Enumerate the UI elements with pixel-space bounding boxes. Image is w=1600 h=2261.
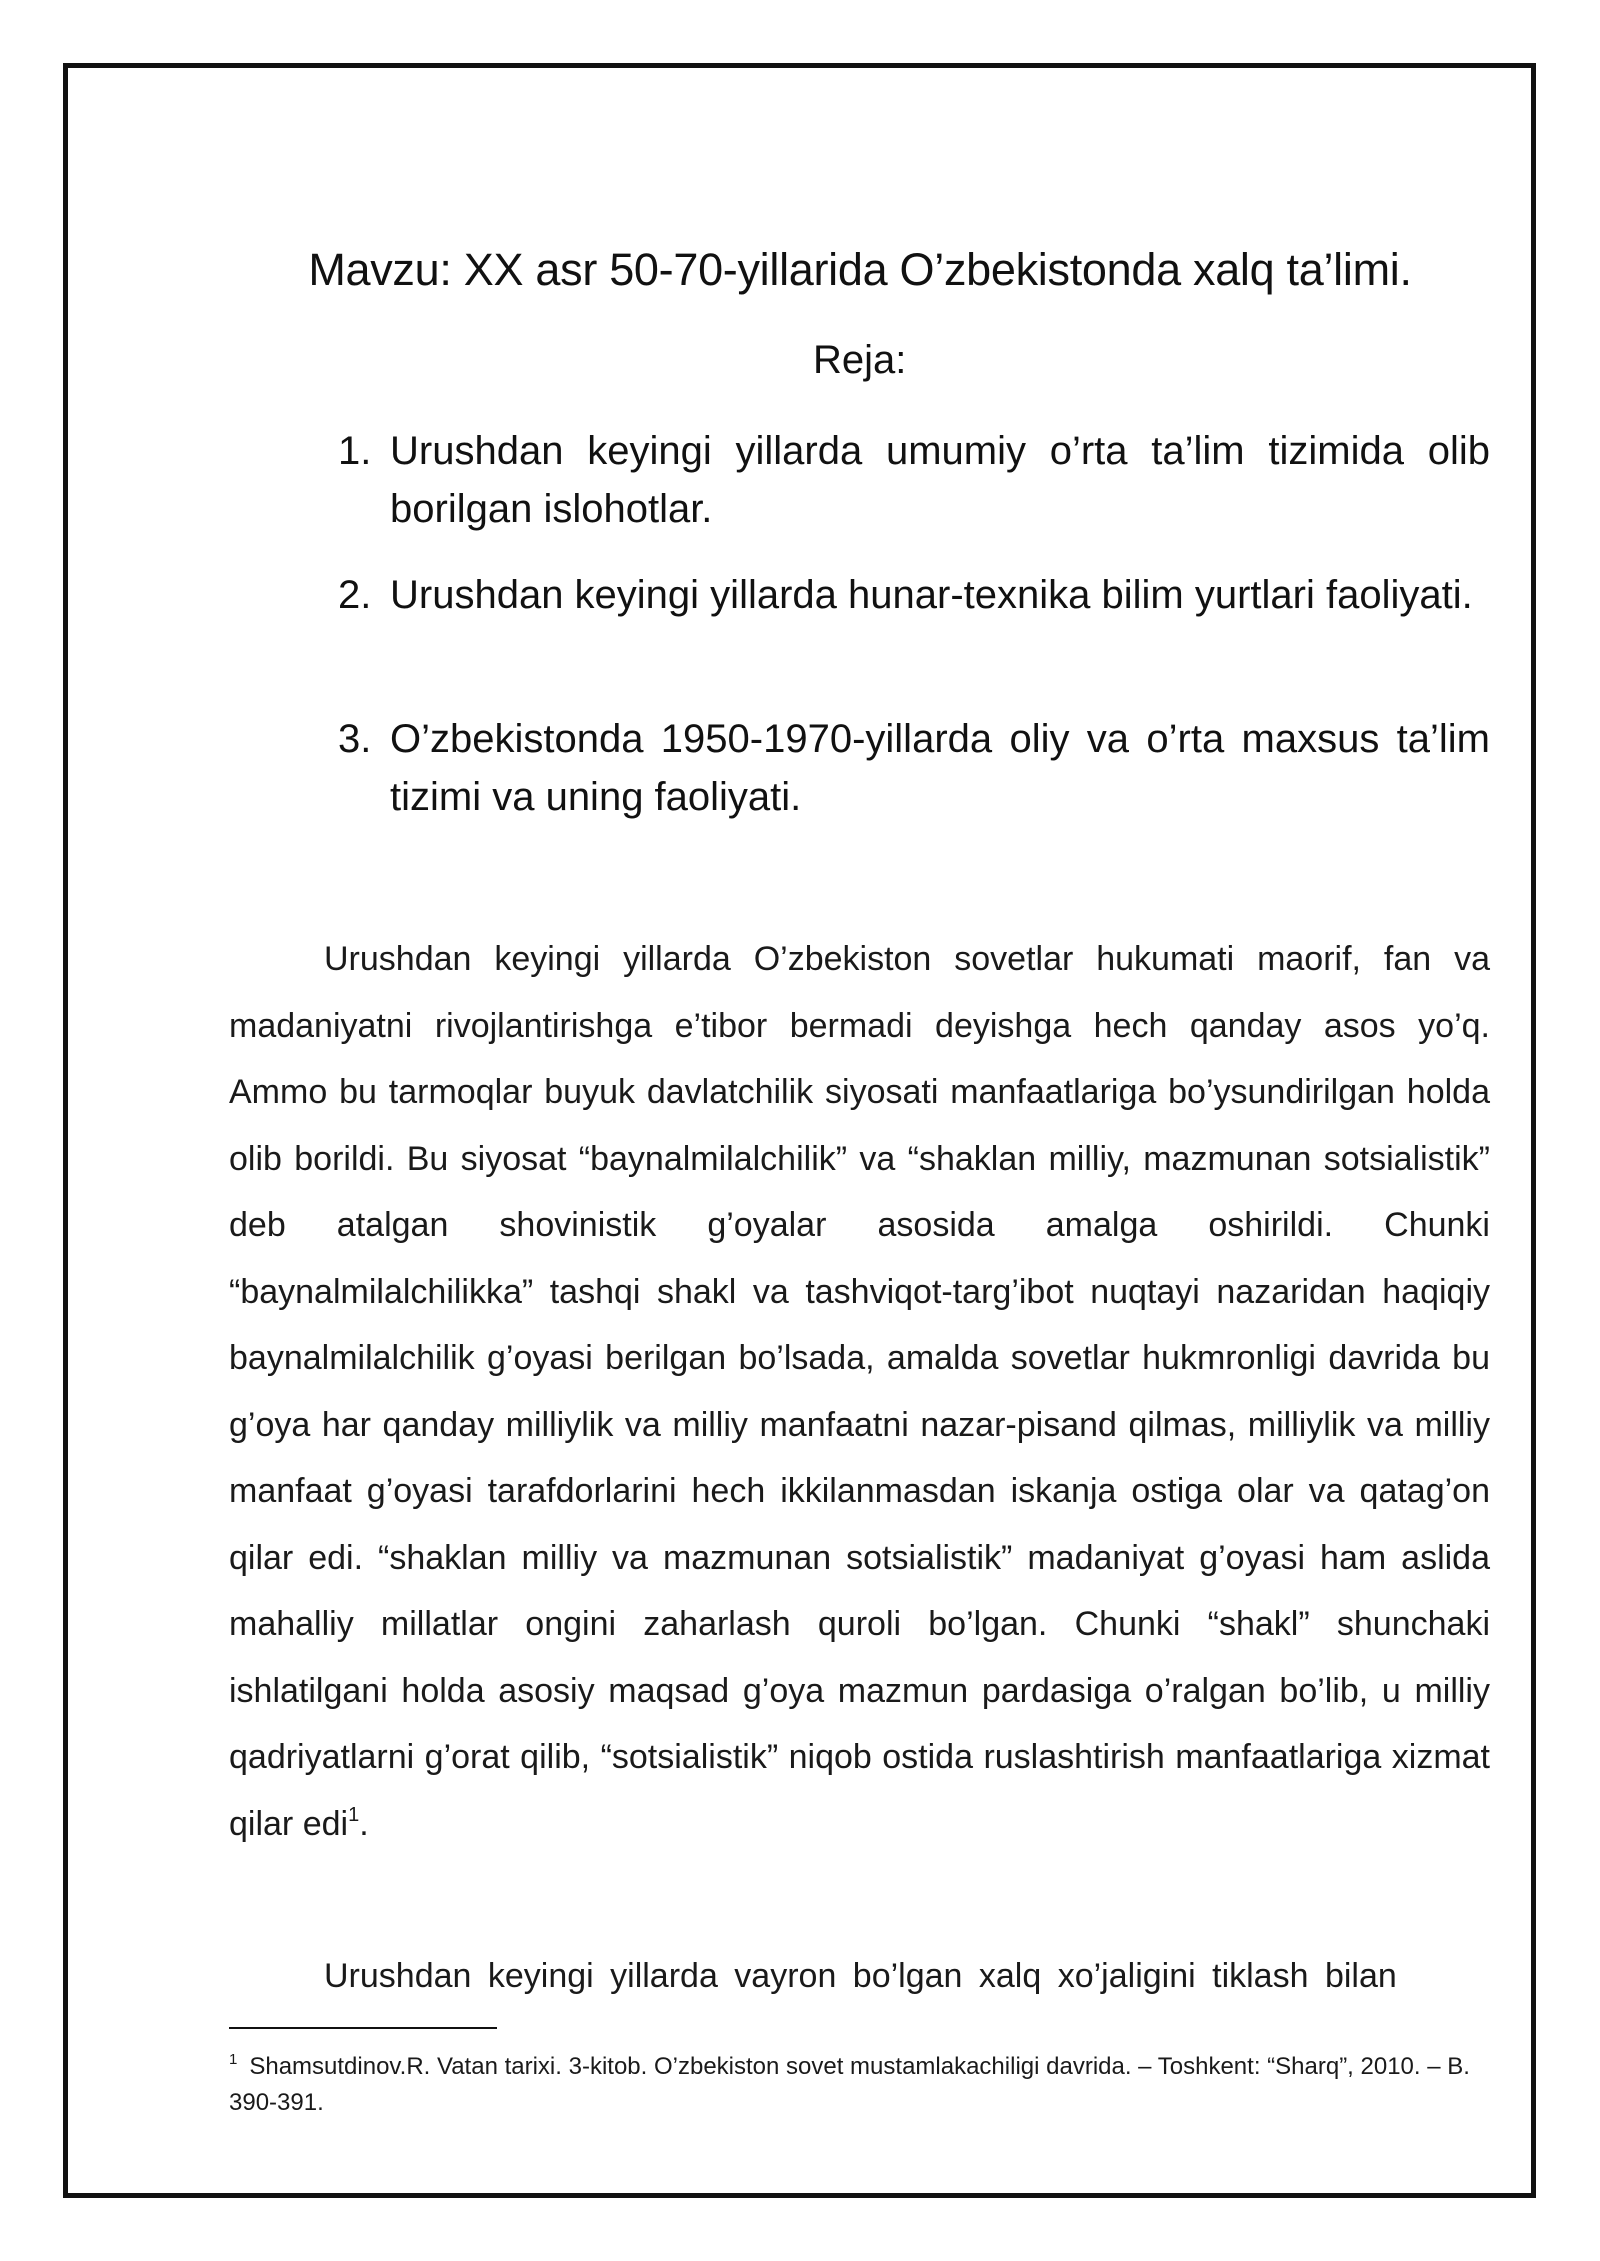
- plan-item-number: 3.: [338, 717, 372, 761]
- plan-item: [338, 710, 1490, 826]
- plan-heading: Reja:: [813, 338, 907, 382]
- paragraph-end: .: [359, 1804, 369, 1843]
- plan-item-number: 2.: [338, 573, 372, 617]
- plan-item-text: Urushdan keyingi yillarda umumiy o’rta ta’lim tizimida olib borilgan islohotlar.: [390, 429, 1490, 531]
- footnote-divider: [229, 2027, 497, 2029]
- paragraph-text: Urushdan keyingi yillarda O’zbekiston sovetlar hukumati maorif, fan va madaniyatni rivojlantirishga e’tibor bermadi deyishga hech qanday asos yo’q. Ammo bu tarmoqlar buyuk davlatchilik siyosati manfaatlariga bo’ysundirilgan holda olib borildi. Bu siyosat “baynalmilalchilik” va “shaklan milliy, mazmunan sotsialistik” deb atalgan shovinistik g’oyalar asosida amalga oshirildi. Chunki “baynalmilalchilikka” tashqi shakl va tashviqot-targ’ibot nuqtayi nazaridan haqiqiy baynalmilalchilik g’oyasi berilgan bo’lsada, amalda sovetlar hukmronligi davrida bu g’oya har qanday milliylik va milliy manfaatni nazar-pisand qilmas, milliylik va milliy manfaat g’oyasi tarafdorlarini hech ikkilanmasdan iskanja ostiga olar va qatag’on qilar edi. “shaklan milliy va mazmunan sotsialistik” madaniyat g’oyasi ham aslida mahalliy millatlar ongini zaharlash quroli bo’lgan. Chunki “shakl” shunchaki ishlatilgani holda asosiy maqsad g’oya mazmun pardasiga o’ralgan bo’lib, u milliy qadriyatlarni g’orat qilib, “sotsialistik” niqob ostida ruslashtirish manfaatlariga xizmat qilar edi: [229, 940, 1490, 1843]
- footnote-reference: 1: [348, 1803, 360, 1826]
- footnote-number: 1: [229, 2051, 238, 2068]
- footnote-text: Shamsutdinov.R. Vatan tarixi. 3-kitob. O’zbekiston sovet mustamlakachiligi davrida. – Toshkent: “Sharq”, 2010. – B. 390-391.: [229, 2053, 1470, 2116]
- footnote: [229, 2049, 1490, 2121]
- plan-item: [338, 566, 1490, 624]
- document-title: Mavzu: XX asr 50-70-yillarida O’zbekistonda xalq ta’limi.: [308, 244, 1412, 295]
- plan-item-number: 1.: [338, 429, 372, 473]
- body-paragraph: [229, 926, 1490, 1857]
- plan-item: [338, 422, 1490, 538]
- plan-item-text: Urushdan keyingi yillarda hunar-texnika bilim yurtlari faoliyati.: [390, 573, 1473, 617]
- body-paragraph: [229, 1943, 1490, 2010]
- plan-item-text: O’zbekistonda 1950-1970-yillarda oliy va o’rta maxsus ta’lim tizimi va uning faoliyati.: [390, 717, 1490, 819]
- paragraph-text: Urushdan keyingi yillarda vayron bo’lgan xalq xo’jaligini tiklash bilan: [324, 1957, 1397, 1995]
